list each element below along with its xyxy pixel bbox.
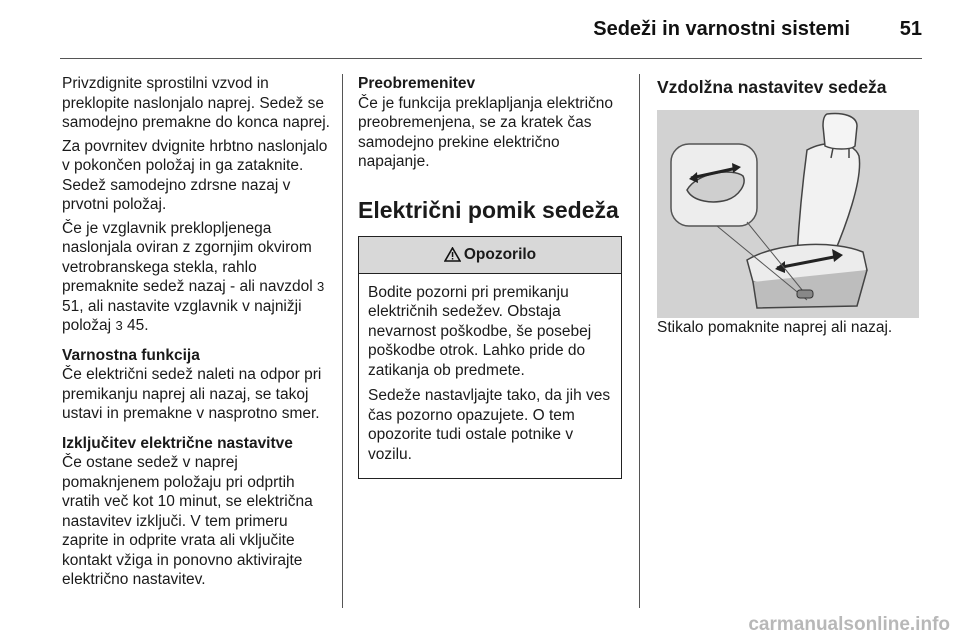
page-reference-link[interactable]: 51: [62, 297, 80, 315]
header-title: Sedeži in varnostni sistemi: [593, 18, 850, 40]
warning-box: [358, 236, 622, 480]
warning-title: Opozorilo: [463, 245, 537, 263]
paragraph: Če električni sedež naleti na odpor pri premikanju naprej ali nazaj, se takoj ustavi in premakne v nasprotno smer.: [62, 366, 322, 422]
warning-paragraph: Sedeže nastavljajte tako, da jih ves čas pozorno opazujete. O tem opozorite tudi ostale potnike v vozilu.: [368, 387, 611, 463]
warning-paragraph: Bodite pozorni pri premikanju električnih sedežev. Obstaja nevarnost poškodbe, še posebej poškodbe otrok. Lahko pride do zatikanja ob predmete.: [368, 283, 592, 379]
column-divider: [639, 74, 640, 608]
paragraph: Če ostane sedež v naprej pomaknjenem položaju pri odprtih vratih več kot 10 minut, se električna nastavitev izključi. V tem primeru zaprite in odprite vrata ali vključite kontakt vžiga in ponovno aktivirajte električno nastavitev.: [62, 454, 313, 588]
page-reference-link[interactable]: 45: [126, 317, 145, 334]
paragraph: Za povrnitev dvignite hrbtno naslonjalo v pokončen položaj in ga zataknite. Sedež samodejno zdrsne nazaj v prvotni položaj.: [62, 137, 328, 213]
column-divider: [342, 74, 343, 608]
subheading-overload: Preobremenitev: [358, 75, 476, 92]
paragraph-text: Če je vzglavnik preklopljenega naslonjala oviran z zgornjim okvirom vetrobranskega stekla, rahlo premaknite sedež nazaj - ali navzdol: [62, 219, 313, 295]
reference-arrow-icon: 3: [317, 279, 325, 294]
seat-adjustment-illustration: [657, 110, 919, 318]
paragraph: [62, 219, 332, 336]
column-1: [62, 74, 332, 594]
subheading-power-adjust-off: Izključitev električne nastavitve: [62, 434, 293, 452]
paragraph-text: , ali nastavite vzglavnik v najnižji položaj: [62, 297, 302, 334]
paragraph: Če je funkcija preklapljanja električno preobremenjena, se za kratek čas samodejno prekine električno napajanje.: [358, 94, 614, 170]
figure-caption: Stikalo pomaknite naprej ali nazaj.: [657, 319, 893, 336]
paragraph: Privzdignite sprostilni vzvod in preklopite naslonjalo naprej. Sedež se samodejno premakne do konca naprej.: [62, 75, 330, 131]
column-3: [657, 74, 922, 342]
warning-body: [359, 274, 621, 479]
subheading-safety-function: Varnostna funkcija: [62, 346, 200, 364]
page-number: 51: [899, 18, 922, 40]
column-2: [358, 74, 626, 479]
reference-arrow-icon: 3: [115, 318, 123, 333]
warning-header: [359, 237, 621, 274]
section-heading: Vzdolžna nastavitev sedeža: [657, 77, 887, 97]
paragraph-text: .: [144, 317, 149, 334]
warning-triangle-icon: [444, 247, 461, 262]
header-rule: [60, 58, 922, 59]
watermark: carmanualsonline.info: [748, 614, 950, 635]
section-title: Električni pomik sedeža: [358, 196, 619, 223]
